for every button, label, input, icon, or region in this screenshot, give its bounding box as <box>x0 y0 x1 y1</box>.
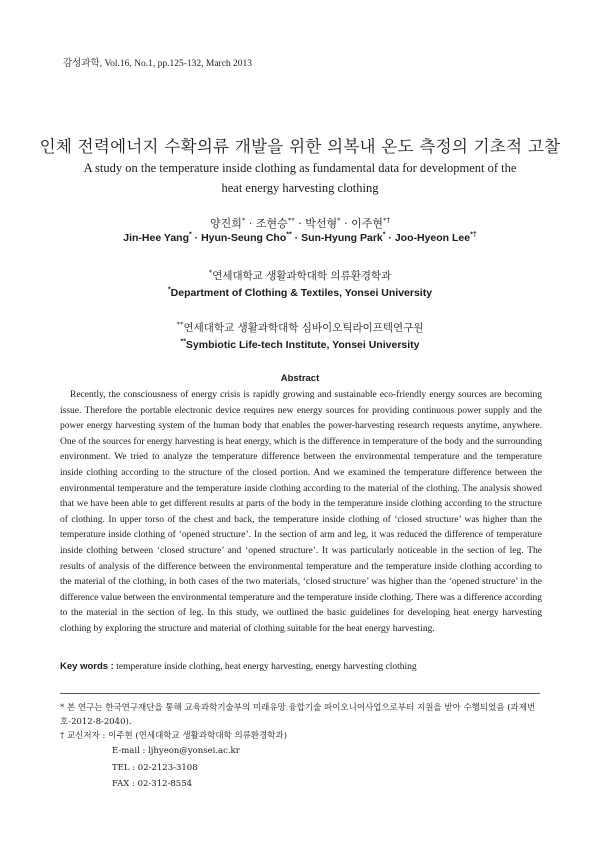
author-en-4: Joo-Hyeon Lee <box>394 232 471 244</box>
author-en-2-mark: ** <box>286 231 292 239</box>
affiliation-1-en-mark: * <box>167 286 171 294</box>
funding-mark: * <box>60 703 65 713</box>
keywords <box>60 661 542 672</box>
title-english: A study on the temperature inside clothing as fundamental data for development of the heat energy harvesting clothing <box>83 161 517 195</box>
affiliation-2-english-text: Symbiotic Life-tech Institute, Yonsei University <box>185 339 420 351</box>
author-en-2: Hyun-Seung Cho <box>201 232 287 244</box>
affiliation-2-korean-text: 연세대학교 생활과학대학 심바이오틱라이프텍연구원 <box>183 322 424 334</box>
author-en-sep: · <box>191 232 202 244</box>
author-en-4-mark: *† <box>470 231 477 239</box>
corresponding-mark: † <box>60 731 65 741</box>
corresponding-footnote <box>60 729 550 743</box>
funding-text: 본 연구는 한국연구재단을 통해 교육과학기술부의 미래유망 융합기술 파이오니어사업으로부터 지원을 받아 수행되었음 (과제번호-2012-8-2040). <box>60 703 536 727</box>
abstract-body: Recently, the consciousness of energy crisis is rapidly growing and sustainable eco-friendly energy sources are becoming issue. Therefore the portable electronic device requires new energy sources for providing continuous power supply and the power energy harvesting system of the human body that enables the power-harvesting research requests anytime, anywhere. One of the sources for energy harvesting is heat energy, which is the difference in temperature of the body and the surrounding environment. We tried to analyze the temperature difference between the environmental temperature and the temperature inside clothing according to the structure of the closed portion. And we examined the temperature difference between the environmental temperature and the temperature inside clothing according to the material of the clothing. The analysis showed that we have been able to get different results at parts of the body in the temperature inside clothing according to the structure of clothing. In upper torso of the chest and back, the temperature inside clothing of ‘closed structure’ was higher than the temperature inside clothing of ‘opened structure’. In the section of arm and leg, it was reduced the difference of temperature inside clothing between ‘closed structure’ and ‘opened structure’. It was particularly noticeable in the section of leg. The results of analysis of the difference between the environmental temperature and the temperature inside clothing according to the material of the clothing, in both cases of the two materials, ‘closed structure’ was higher than the ‘opened structure’ in the difference value between the environmental temperature and the temperature inside clothing. There was a difference according to the material in the section of leg. In this study, we outlined the basic guidelines for developing heat energy harvesting clothing by exploring the structure and material of clothing suitable for the heat energy harvesting. <box>60 390 542 634</box>
corresponding-text: 교신저자 : 이주현 (연세대학교 생활과학대학 의류환경학과) <box>66 731 288 741</box>
contact-fax: FAX : 02-312-8554 <box>112 779 193 789</box>
keywords-text: temperature inside clothing, heat energy harvesting, energy harvesting clothing <box>116 662 417 672</box>
affiliation-1-korean <box>0 268 600 283</box>
author-en-1: Jin-Hee Yang <box>123 232 190 244</box>
author-ko-1: 양진희 <box>209 217 242 230</box>
journal-header: 감성과학, Vol.16, No.1, pp.125-132, March 2013 <box>63 59 253 69</box>
contact-info <box>112 743 240 793</box>
abstract-heading: Abstract <box>280 373 320 384</box>
author-ko-3: 박선형 <box>305 217 338 230</box>
affiliation-2-english <box>0 339 600 351</box>
author-en-sep: · <box>385 232 395 244</box>
author-ko-4: 이주현 <box>351 217 384 230</box>
author-ko-3-mark: * <box>337 216 341 225</box>
keywords-label: Key words : <box>60 661 114 672</box>
affiliation-1-korean-text: 연세대학교 생활과학대학 의류환경학과 <box>212 270 392 282</box>
affiliation-2-mark: ** <box>176 320 184 329</box>
title-korean: 인체 전력에너지 수확의류 개발을 위한 의복내 온도 측정의 기초적 고찰 <box>39 137 561 156</box>
contact-tel: TEL : 02-2123-3108 <box>112 762 198 773</box>
author-en-sep: · <box>291 232 302 244</box>
affiliation-1-english <box>0 287 600 299</box>
affiliation-1-mark: * <box>208 268 213 277</box>
author-ko-4-mark: *† <box>383 216 391 225</box>
author-en-1-mark: * <box>189 231 192 239</box>
affiliation-2-korean <box>0 320 600 335</box>
author-ko-2: 조현승 <box>255 217 288 230</box>
footnote-divider <box>60 693 540 694</box>
author-en-3: Sun-Hyung Park <box>301 232 383 244</box>
funding-footnote <box>60 701 550 729</box>
contact-email: E-mail : ljhyeon@yonsei.ac.kr <box>112 746 240 756</box>
affiliation-2-en-mark: ** <box>180 338 186 346</box>
authors-english <box>0 232 600 244</box>
affiliation-1-english-text: Department of Clothing & Textiles, Yonsei University <box>170 287 433 299</box>
author-ko-sep: · <box>340 217 352 230</box>
author-en-3-mark: * <box>382 231 386 239</box>
authors-korean <box>0 215 600 231</box>
author-ko-sep: · <box>294 217 306 230</box>
author-ko-sep: · <box>245 217 256 230</box>
author-ko-2-mark: ** <box>287 216 295 225</box>
author-ko-1-mark: * <box>241 216 246 225</box>
